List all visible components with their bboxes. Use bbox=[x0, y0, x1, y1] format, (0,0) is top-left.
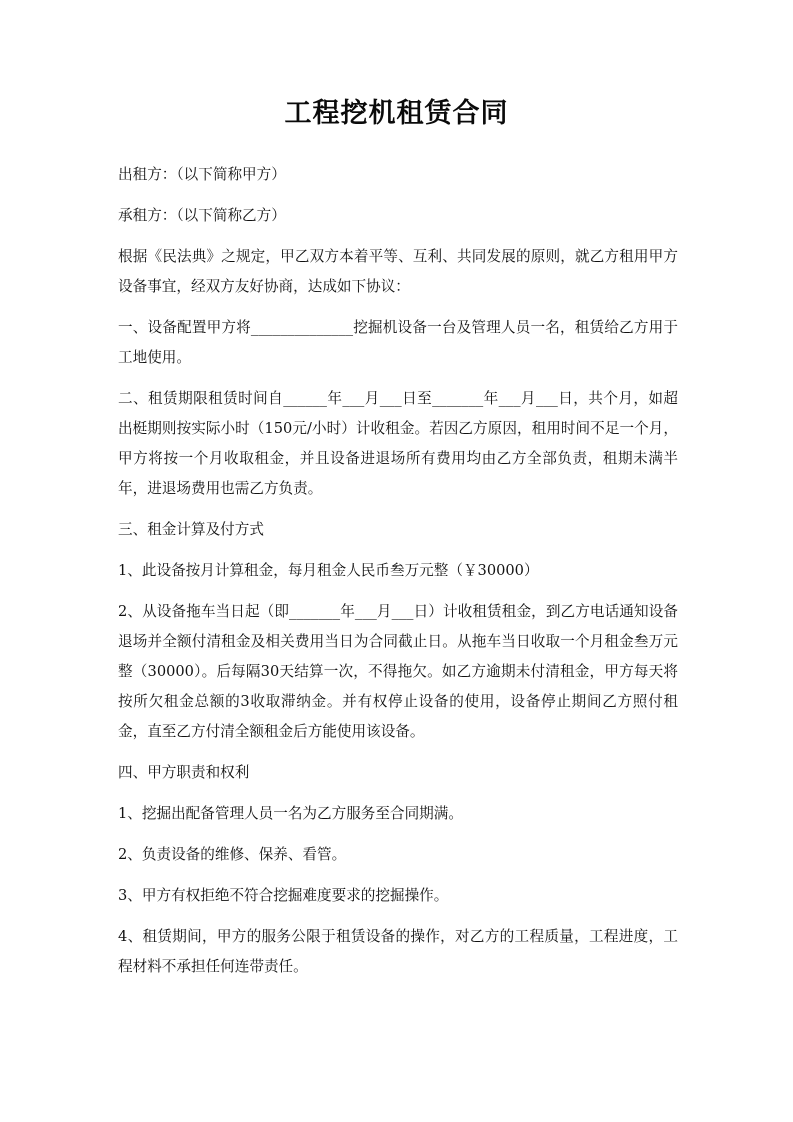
paragraph-4-1: 1、挖掘出配备管理人员一名为乙方服务至合同期满。 bbox=[118, 805, 463, 822]
paragraph-lessor: 出租方：（以下简称甲方） bbox=[118, 166, 286, 183]
document-body bbox=[118, 160, 678, 993]
paragraph-preamble: 根据《民法典》之规定，甲乙双方本着平等、互利、共同发展的原则，就乙方租用甲方设备事宜，经双方友好协商，达成如下协议： bbox=[118, 248, 678, 295]
section-heading-4: 四、甲方职责和权利 bbox=[118, 764, 250, 781]
paragraph-4-4: 4、租赁期间，甲方的服务公限于租赁设备的操作，对乙方的工程质量，工程进度，工程材料不承担任何连带责任。 bbox=[118, 928, 678, 975]
paragraph-3-2: 2、从设备拖车当日起（即_______年___月___日）计收租赁租金，到乙方电话通知设备退场并全额付清租金及相关费用当日为合同截止日。从拖车当日收取一个月租金叁万元整（30000）。后每隔30天结算一次，不得拖欠。如乙方逾期未付清租金，甲方每天将按所欠租金总额的3收取滞纳金。并有权停止设备的使用，设备停止期间乙方照付租金，直至乙方付清全额租金后方能使用该设备。 bbox=[118, 603, 678, 740]
paragraph-4-3: 3、甲方有权拒绝不符合挖掘难度要求的挖掘操作。 bbox=[118, 887, 449, 904]
section-heading-3: 三、租金计算及付方式 bbox=[118, 521, 264, 538]
document-title: 工程挖机租赁合同 bbox=[284, 98, 509, 129]
paragraph-4-2: 2、负责设备的维修、保养、看管。 bbox=[118, 846, 347, 863]
paragraph-lessee: 承租方：（以下简称乙方） bbox=[118, 207, 286, 224]
paragraph-3-1: 1、此设备按月计算租金，每月租金人民币叁万元整（￥30000） bbox=[118, 562, 539, 579]
paragraph-section-2: 二、租赁期限租赁时间自______年___月___日至_______年___月___日，共个月，如超出梃期则按实际小时（150元/小时）计收租金。若因乙方原因，租用时间不足一个月，甲方将按一个月收取租金，并且设备进退场所有费用均由乙方全部负责，租期未满半年，进退场费用也需乙方负责。 bbox=[118, 390, 678, 497]
paragraph-section-1: 一、设备配置甲方将______________挖掘机设备一台及管理人员一名，租赁给乙方用于工地使用。 bbox=[118, 319, 678, 366]
